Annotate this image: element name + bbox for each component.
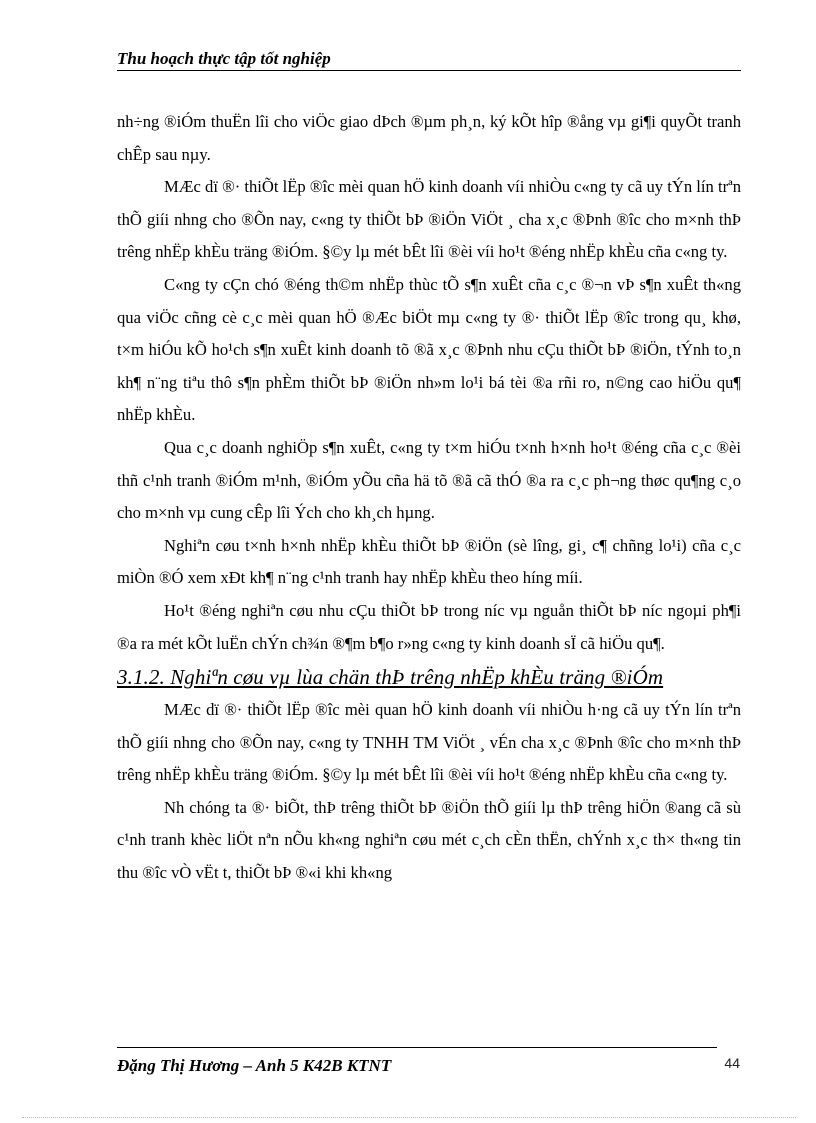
page-header-title: Thu hoạch thực tập tốt nghiệp bbox=[117, 49, 331, 68]
page-number: 44 bbox=[724, 1055, 740, 1071]
footer-rule bbox=[117, 1047, 717, 1048]
paragraph-3: C«ng ty cÇn chó ®éng th©m nhËp thùc tÕ s¶n xuÊt cña c¸c ®¬n vÞ s¶n xuÊt th«ng qua viÖc cñng cè c¸c mèi quan hÖ ®Æc biÖt mµ c«ng ty ®· thiÕt lËp ®îc trong qu¸ khø, t×m hiÓu kÕ ho¹ch s¶n xuÊt kinh doanh tõ ®ã x¸c ®Þnh nhu cÇu thiÕt bÞ ®iÖn, tÝnh to¸n kh¶ n¨ng tiªu thô s¶n phÈm thiÕt bÞ ®iÖn nh»m lo¹i bá tèi ®a rñi ro, n©ng cao hiÖu qu¶ nhËp khÈu. bbox=[117, 274, 741, 425]
footer-author: Đặng Thị Hương – Anh 5 K42B KTNT bbox=[117, 1056, 392, 1075]
page-bottom-dotted-border bbox=[22, 1117, 796, 1118]
header-rule bbox=[117, 70, 741, 71]
paragraph-1: nh÷ng ®iÓm thuËn lîi cho viÖc giao dÞch ®µm ph¸n, ký kÕt hîp ®ång vµ gi¶i quyÕt tranh chÊp sau nµy. bbox=[117, 112, 741, 164]
paragraph-5: Nghiªn cøu t×nh h×nh nhËp khÈu thiÕt bÞ ®iÖn (sè lîng, gi¸ c¶ chñng lo¹i) cña c¸c miÒn ®Ó xem xÐt kh¶ n¨ng c¹nh tranh hay nhËp khÈu theo híng míi. bbox=[117, 535, 741, 588]
section-heading: 3.1.2. Nghiªn cøu vµ lùa chän thÞ trêng nhËp khÈu träng ®iÓm bbox=[117, 665, 664, 690]
paragraph-2: MÆc dï ®· thiÕt lËp ®îc mèi quan hÖ kinh doanh víi nhiÒu c«ng ty cã uy tÝn lín trªn thÕ giíi nhng cho ®Õn nay, c«ng ty thiÕt bÞ ®iÖn ViÖt ¸ cha x¸c ®Þnh ®îc cho m×nh thÞ trêng nhËp khÈu träng ®iÓm. §©y lµ mét bÊt lîi ®èi víi ho¹t ®éng nhËp khÈu cña c«ng ty. bbox=[117, 177, 741, 262]
paragraph-4: Qua c¸c doanh nghiÖp s¶n xuÊt, c«ng ty t×m hiÓu t×nh h×nh ho¹t ®éng cña c¸c ®èi thñ c¹nh tranh ®iÓm m¹nh, ®iÓm yÕu cña hä tõ ®ã cã thÓ ®a ra c¸c ph¬ng thøc qu¶ng c¸o cho m×nh vµ cung cÊp lîi Ých cho kh¸ch hµng. bbox=[117, 437, 741, 523]
paragraph-7: MÆc dï ®· thiÕt lËp ®îc mèi quan hÖ kinh doanh víi nhiÒu h·ng cã uy tÝn lín trªn thÕ giíi nhng cho ®Õn nay, c«ng ty TNHH TM ViÖt ¸ vÉn cha x¸c ®Þnh ®îc cho m×nh thÞ trêng nhËp khÈu träng ®iÓm. §©y lµ mét bÊt lîi ®èi víi ho¹t ®éng nhËp khÈu cña c«ng ty. bbox=[117, 700, 741, 785]
paragraph-8: Nh chóng ta ®· biÕt, thÞ trêng thiÕt bÞ ®iÖn thÕ giíi lµ thÞ trêng hiÖn ®ang cã sù c¹nh tranh khèc liÖt nªn nÕu kh«ng nghiªn cøu mét c¸ch cÈn thËn, chÝnh x¸c th× th«ng tin thu ®îc vÒ vËt t, thiÕt bÞ ®«i khi kh«ng bbox=[117, 797, 741, 883]
document-body bbox=[117, 106, 741, 890]
paragraph-6: Ho¹t ®éng nghiªn cøu nhu cÇu thiÕt bÞ trong níc vµ nguån thiÕt bÞ níc ngoµi ph¶i ®a ra mét kÕt luËn chÝn ch¾n ®¶m b¶o r»ng c«ng ty kinh doanh sÏ cã hiÖu qu¶. bbox=[117, 600, 741, 653]
